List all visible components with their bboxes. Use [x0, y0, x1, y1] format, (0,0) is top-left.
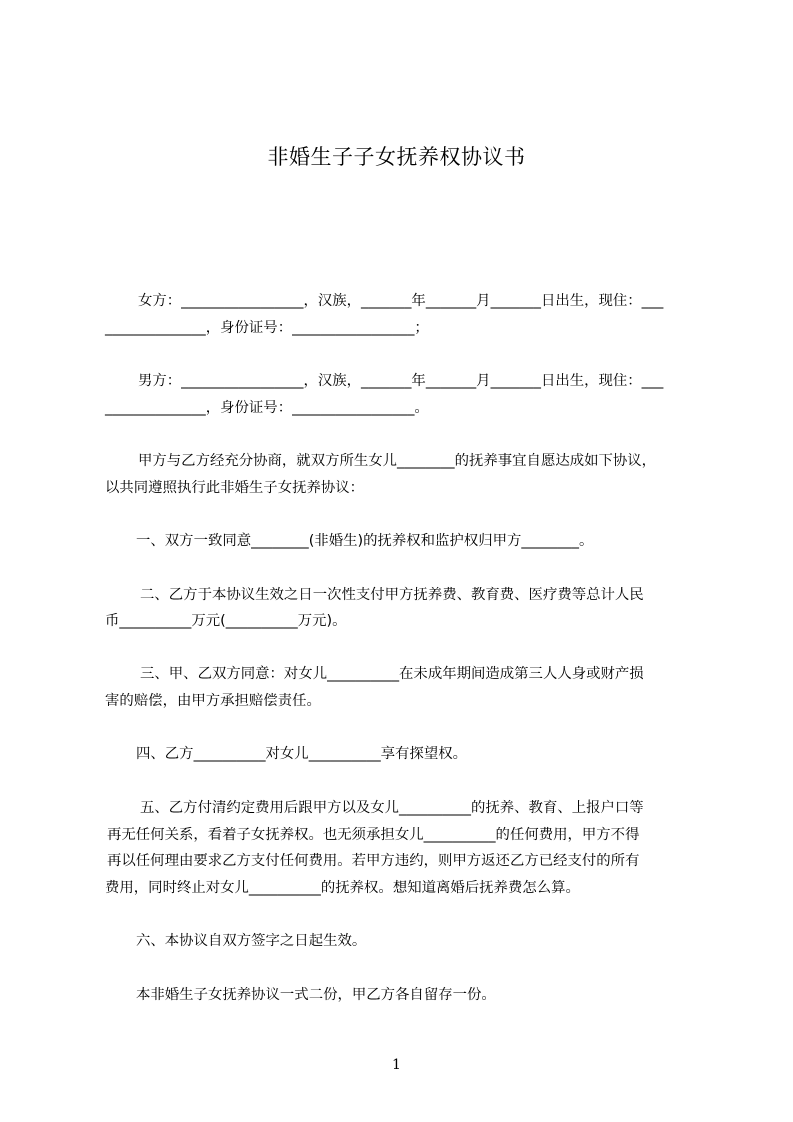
female-party-line-2: ______________，身份证号：_________________； — [105, 320, 429, 336]
clause-5-line-1: 五、乙方付清约定费用后跟甲方以及女儿__________的抚养、教育、上报户口等 — [140, 800, 644, 816]
preamble-line-2: 以共同遵照执行此非婚生子女抚养协议： — [105, 480, 365, 496]
clause-5-line-2: 再无任何关系，看着子女抚养权。也无须承担女儿__________的任何费用，甲方不得 — [107, 827, 640, 843]
clause-6-line-1: 六、本协议自双方签字之日起生效。 — [136, 933, 367, 949]
clause-3-line-2: 害的赔偿，由甲方承担赔偿责任。 — [105, 693, 321, 709]
document-title: 非婚生子子女抚养权协议书 — [267, 145, 526, 169]
clause-2-line-1: 二、乙方于本协议生效之日一次性支付甲方抚养费、教育费、医疗费等总计人民 — [140, 587, 644, 603]
closing-line-1: 本非婚生子女抚养协议一式二份，甲乙方各自留存一份。 — [136, 987, 496, 1003]
male-party-line-1: 男方：_________________，汉族，_______年_______月_______日出生，现住：___ — [138, 373, 664, 389]
clause-2-line-2: 币__________万元(__________万元)。 — [105, 613, 347, 629]
male-party-line-2: ______________，身份证号：_________________。 — [105, 400, 429, 416]
preamble-line-1: 甲方与乙方经充分协商，就双方所生女儿________的抚养事宜自愿达成如下协议， — [138, 453, 657, 469]
clause-4-line-1: 四、乙方__________对女儿__________享有探望权。 — [136, 746, 467, 762]
page-number: 1 — [392, 1057, 401, 1073]
female-party-line-1: 女方：_________________，汉族，_______年_______月_______日出生，现住：___ — [138, 293, 664, 309]
clause-3-line-1: 三、甲、乙双方同意：对女儿__________在未成年期间造成第三人人身或财产损 — [140, 666, 644, 682]
clause-5-line-4: 费用，同时终止对女儿__________的抚养权。想知道离婚后抚养费怎么算。 — [105, 880, 580, 896]
clause-1-line-1: 一、双方一致同意________(非婚生)的抚养权和监护权归甲方________。 — [136, 533, 594, 549]
clause-5-line-3: 再以任何理由要求乙方支付任何费用。若甲方违约，则甲方返还乙方已经支付的所有 — [107, 853, 640, 869]
